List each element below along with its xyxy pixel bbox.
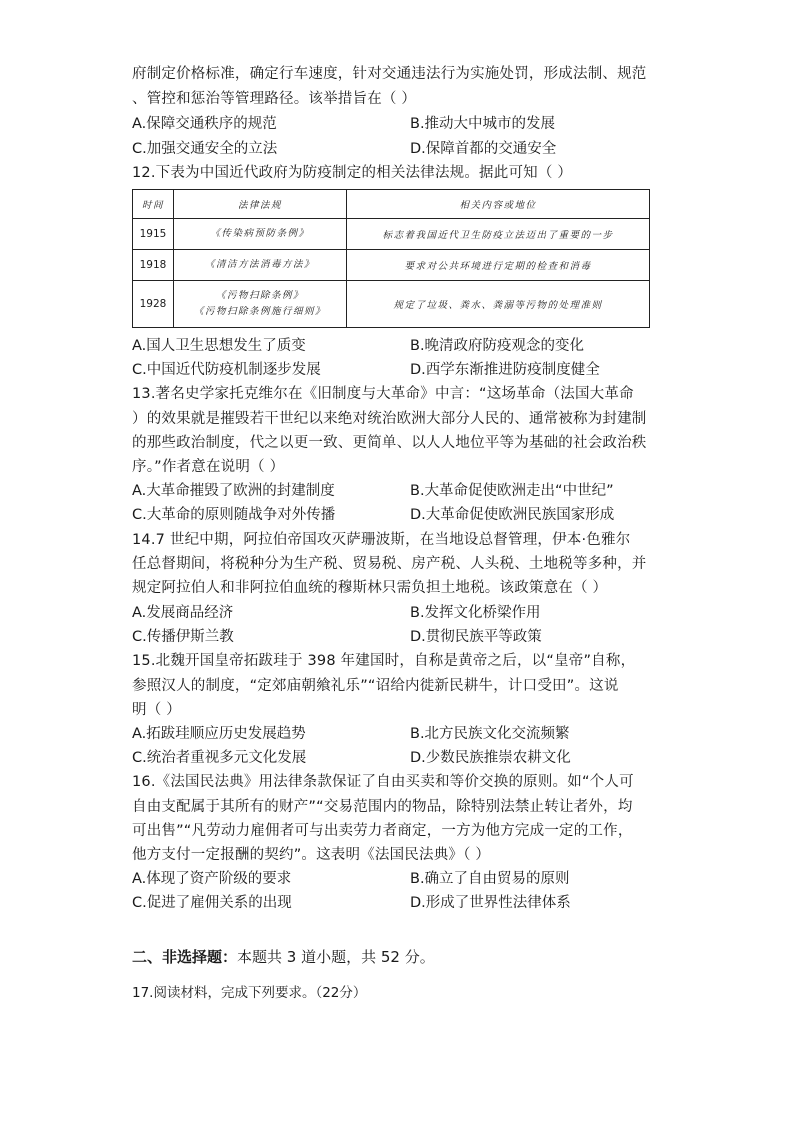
q11-option-b: B.推动大中城市的发展 (410, 116, 556, 132)
q11-option-d: D.保障首都的交通安全 (410, 141, 557, 157)
q16-stem-line-1: 16.《法国民法典》用法律条款保证了自由买卖和等价交换的原则。如“个人可 (132, 774, 634, 790)
q14-stem-line-1: 14.7 世纪中期，阿拉伯帝国攻灭萨珊波斯，在当地设总督管理，伊本·色雅尔 (132, 532, 631, 548)
q11-stem-line-1: 府制定价格标准，确定行车速度，针对交通违法行为实施处罚，形成法制、规范 (132, 66, 647, 82)
q14-option-b: B.发挥文化桥梁作用 (410, 605, 541, 621)
header-time: 时间 (133, 190, 174, 219)
q16-option-a: A.体现了资产阶级的要求 (132, 871, 292, 887)
table-row (133, 219, 650, 250)
q14-stem-line-3: 规定阿拉伯人和非阿拉伯血统的穆斯林只需负担土地税。该政策意在（ ） (132, 580, 608, 596)
q13-stem-line-1: 13.著名史学家托克维尔在《旧制度与大革命》中言：“这场革命（法国大革命 (132, 386, 634, 402)
q16-stem-line-4: 他方支付一定报酬的契约”。这表明《法国民法典》（ ） (132, 847, 491, 863)
row-content: 要求对公共环境进行定期的检查和消毒 (347, 250, 650, 281)
q13-option-d: D.大革命促使欧洲民族国家形成 (410, 507, 615, 523)
law-name: 《清洁方法消毒方法》 (204, 259, 315, 270)
q14-option-c: C.传播伊斯兰教 (132, 629, 234, 645)
q17-stem: 17.阅读材料，完成下列要求。（22分） (132, 985, 367, 1001)
row-content: 标志着我国近代卫生防疫立法迈出了重要的一步 (347, 219, 650, 250)
q14-option-d: D.贯彻民族平等政策 (410, 629, 542, 645)
table-row (133, 250, 650, 281)
q14-option-a: A.发展商品经济 (132, 605, 234, 621)
q13-stem-line-2: ）的效果就是摧毁若干世纪以来绝对统治欧洲大部分人民的、通常被称为封建制 (132, 411, 647, 427)
header-content: 相关内容或地位 (347, 190, 650, 219)
law-name: 《污物扫除条例》 (215, 290, 304, 301)
q15-stem-line-3: 明（ ） (132, 702, 181, 718)
table-header-row (133, 190, 650, 219)
q13-stem-line-3: 的那些政治制度，代之以更一致、更简单、以人人地位平等为基础的社会政治秩 (132, 435, 647, 451)
q13-option-b: B.大革命促使欧洲走出“中世纪” (410, 483, 614, 499)
row-law (174, 219, 347, 250)
epidemic-law-table (132, 189, 650, 328)
header-law: 法律法规 (174, 190, 347, 219)
row-year: 1928 (133, 281, 174, 328)
q14-stem-line-2: 任总督期间，将税种分为生产税、贸易税、房产税、人头税、土地税等多种，并 (132, 556, 647, 572)
row-content: 规定了垃圾、粪水、粪溺等污物的处理准则 (347, 281, 650, 328)
row-law (174, 281, 347, 328)
q15-option-d: D.少数民族推崇农耕文化 (410, 750, 571, 766)
q15-option-c: C.统治者重视多元文化发展 (132, 750, 307, 766)
q15-option-a: A.拓跋珪顺应历史发展趋势 (132, 726, 306, 742)
law-name: 《污物扫除条例施行细则》 (193, 306, 326, 317)
q12-option-d: D.西学东渐推进防疫制度健全 (410, 362, 600, 378)
law-name: 《传染病预防条例》 (210, 228, 310, 239)
q15-stem-line-1: 15.北魏开国皇帝拓跋珪于 398 年建国时，自称是黄帝之后，以“皇帝”自称， (132, 653, 636, 669)
q16-option-c: C.促进了雇佣关系的出现 (132, 895, 292, 911)
q12-option-a: A.国人卫生思想发生了质变 (132, 338, 306, 354)
row-year: 1915 (133, 219, 174, 250)
q16-stem-line-3: 可出售”“凡劳动力雇佣者可与出卖劳力者商定，一方为他方完成一定的工作， (132, 823, 633, 839)
q12-option-b: B.晚清政府防疫观念的变化 (410, 338, 585, 354)
q11-option-c: C.加强交通安全的立法 (132, 141, 278, 157)
section-heading-bold: 二、非选择题： (132, 948, 238, 966)
q12-stem: 12.下表为中国近代政府为防疫制定的相关法律法规。据此可知（ ） (132, 165, 573, 181)
q13-stem-line-4: 序。”作者意在说明（ ） (132, 459, 285, 475)
q13-option-c: C.大革命的原则随战争对外传播 (132, 507, 336, 523)
q16-option-b: B.确立了自由贸易的原则 (410, 871, 570, 887)
q11-stem-line-2: 、管控和惩治等管理路径。该举措旨在（ ） (132, 91, 417, 107)
q12-option-c: C.中国近代防疫机制逐步发展 (132, 362, 321, 378)
section-heading (132, 946, 435, 968)
q16-option-d: D.形成了世界性法律体系 (410, 895, 571, 911)
row-law (174, 250, 347, 281)
q16-stem-line-2: 自由支配属于其所有的财产”“交易范围内的物品，除特别法禁止转让者外，均 (132, 799, 633, 815)
q15-option-b: B.北方民族文化交流频繁 (410, 726, 570, 742)
table-row (133, 281, 650, 328)
q13-option-a: A.大革命摧毁了欧洲的封建制度 (132, 483, 335, 499)
q15-stem-line-2: 参照汉人的制度，“定郊庙朝飨礼乐”“诏给内徙新民耕牛，计口受田”。这说 (132, 678, 619, 694)
q11-option-a: A.保障交通秩序的规范 (132, 116, 277, 132)
row-year: 1918 (133, 250, 174, 281)
section-heading-rest: 本题共 3 道小题，共 52 分。 (237, 948, 435, 966)
